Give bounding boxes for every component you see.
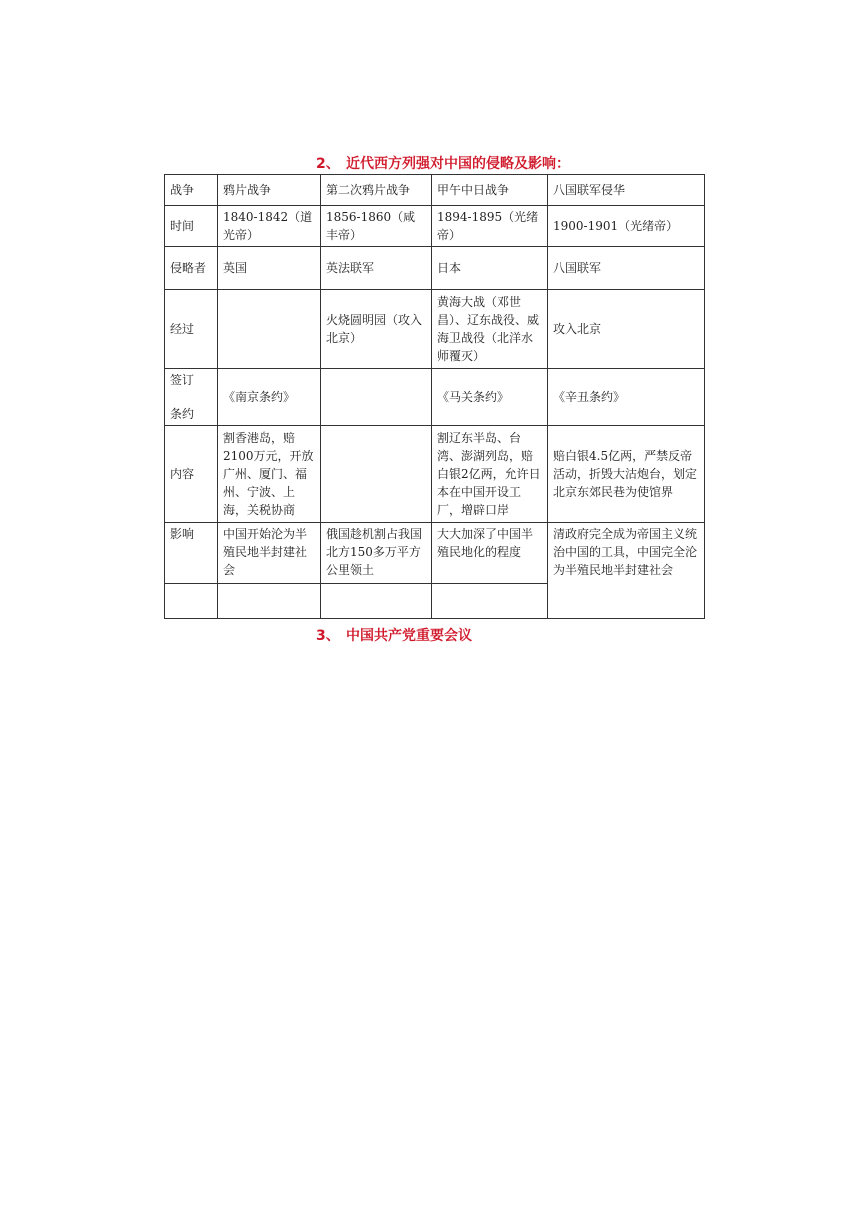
- table-cell: 火烧圆明园（攻入北京）: [321, 290, 432, 369]
- table-cell: 《马关条约》: [432, 369, 548, 426]
- table-cell: 《辛丑条约》: [548, 369, 705, 426]
- row-label-top: 签订: [170, 373, 195, 387]
- table-cell: 赔白银4.5亿两，严禁反帝活动，折毁大沽炮台，划定北京东郊民巷为使馆界: [548, 426, 705, 523]
- row-label: 侵略者: [165, 247, 218, 290]
- section-title: 中国共产党重要会议: [346, 628, 472, 644]
- section-number: 2、: [316, 156, 340, 172]
- invasion-table: [164, 174, 705, 619]
- table-cell: [218, 290, 321, 369]
- header-cell: 甲午中日战争: [432, 175, 548, 206]
- table-cell: 中国开始沦为半殖民地半封建社会: [218, 523, 321, 584]
- table-header-row: [165, 175, 705, 206]
- table-row-process: [165, 290, 705, 369]
- table-cell: 英国: [218, 247, 321, 290]
- section-heading-3: [316, 625, 472, 645]
- table-cell: 攻入北京: [548, 290, 705, 369]
- table-cell: 清政府完全成为帝国主义统治中国的工具，中国完全沦为半殖民地半封建社会: [548, 523, 705, 619]
- table-cell-empty: [321, 584, 432, 619]
- table-cell: 1840-1842（道光帝）: [218, 206, 321, 247]
- header-cell: 八国联军侵华: [548, 175, 705, 206]
- table-cell: 《南京条约》: [218, 369, 321, 426]
- row-label: 时间: [165, 206, 218, 247]
- table-cell: 黄海大战（邓世昌）、辽东战役、威海卫战役（北洋水师覆灭）: [432, 290, 548, 369]
- table-cell: [321, 369, 432, 426]
- table-cell: 日本: [432, 247, 548, 290]
- table-row-content: [165, 426, 705, 523]
- table-cell: 1900-1901（光绪帝）: [548, 206, 705, 247]
- table-cell: 割香港岛，赔2100万元，开放广州、厦门、福州、宁波、上海，关税协商: [218, 426, 321, 523]
- table-row-time: [165, 206, 705, 247]
- table-cell: 大大加深了中国半殖民地化的程度: [432, 523, 548, 584]
- table-cell: 1894-1895（光绪帝）: [432, 206, 548, 247]
- table-cell: 俄国趁机割占我国北方150多万平方公里领土: [321, 523, 432, 584]
- row-label: [165, 369, 218, 426]
- table-row-aggressor: [165, 247, 705, 290]
- table-cell: 英法联军: [321, 247, 432, 290]
- header-cell: 鸦片战争: [218, 175, 321, 206]
- table-row-treaty: [165, 369, 705, 426]
- row-label: 内容: [165, 426, 218, 523]
- section-number: 3、: [316, 628, 340, 644]
- table-cell-empty: [218, 584, 321, 619]
- table-cell: 八国联军: [548, 247, 705, 290]
- table-cell: [321, 426, 432, 523]
- section-title: 近代西方列强对中国的侵略及影响：: [346, 156, 570, 172]
- table-cell-empty: [432, 584, 548, 619]
- section-heading-2: [316, 153, 570, 173]
- row-label-bottom: 条约: [170, 407, 195, 421]
- table-cell-empty: [165, 584, 218, 619]
- row-label: 影响: [165, 523, 218, 584]
- header-cell: 第二次鸦片战争: [321, 175, 432, 206]
- table-row-impact: [165, 523, 705, 584]
- table-cell: 1856-1860（咸丰帝）: [321, 206, 432, 247]
- table-cell: 割辽东半岛、台湾、澎湖列岛，赔白银2亿两，允许日本在中国开设工厂，增辟口岸: [432, 426, 548, 523]
- row-label: 经过: [165, 290, 218, 369]
- header-cell: 战争: [165, 175, 218, 206]
